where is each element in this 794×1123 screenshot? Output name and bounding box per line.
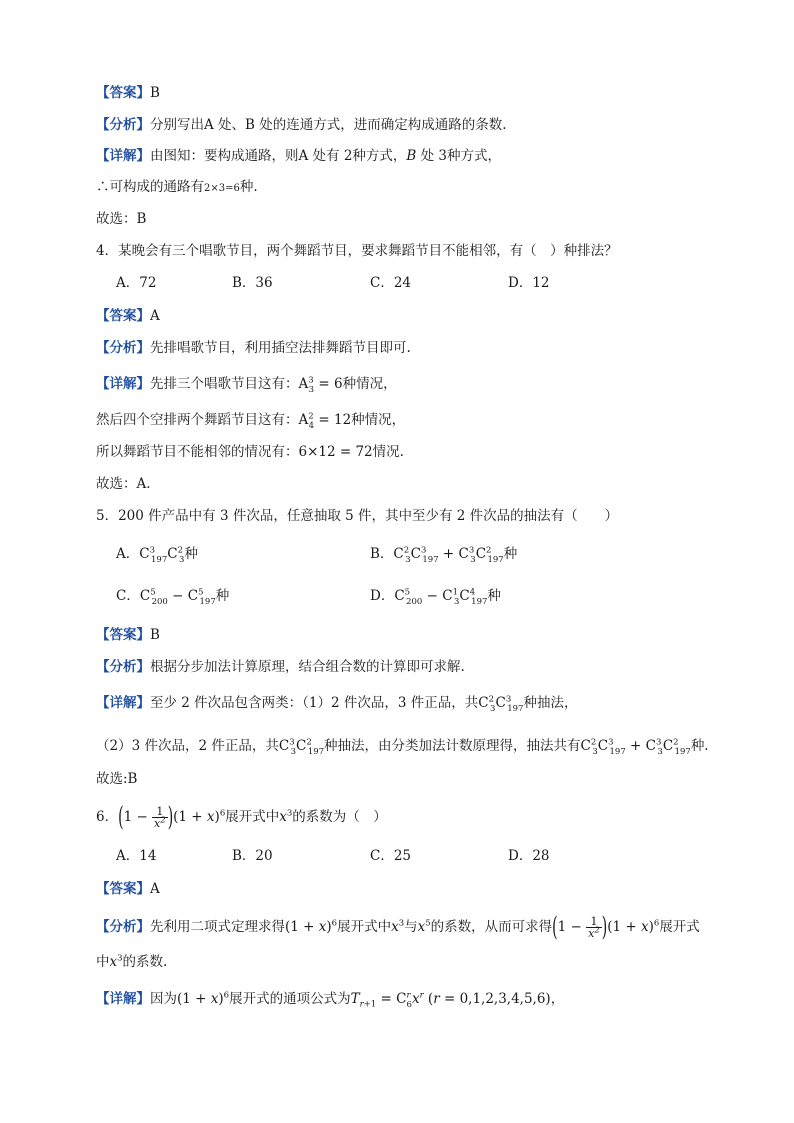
q4-detail1-end: 种情况， bbox=[342, 376, 397, 392]
q4-detail-line3 bbox=[96, 443, 404, 461]
q6-option-a: A．14 bbox=[116, 848, 157, 864]
q4-detail3-text: 所以舞蹈节目不能相邻的情况有： bbox=[96, 444, 299, 460]
q4-answer: A bbox=[150, 308, 160, 324]
q4-answer-line bbox=[96, 307, 160, 325]
q5-option-d: D．$C^5_{200} - C^1_3C^4_{197}$种 bbox=[370, 587, 501, 607]
q6-answer: A bbox=[150, 881, 160, 897]
q4-stem: 4．某晚会有三个唱歌节目，两个舞蹈节目，要求舞蹈节目不能相邻，有（ ）种排法？ bbox=[96, 243, 618, 259]
q4-detail2-text: 然后四个空排两个舞蹈节目这有： bbox=[96, 412, 299, 428]
q5-detail-line1: 【详解】至少 2 件次品包含两类：（1）2 件次品，3 件正品，共$C^2_3C^3_{197}$种抽法， bbox=[96, 694, 578, 714]
q3-analysis-line bbox=[96, 116, 507, 134]
detail-tag: 【详解】 bbox=[96, 376, 150, 392]
q5-stem: 5．200 件产品中有 3 件次品，任意抽取 5 件，其中至少有 2 件次品的抽法有（ ） bbox=[96, 508, 619, 524]
q5-analysis-line bbox=[96, 658, 465, 676]
q4-detail-line1 bbox=[96, 375, 397, 393]
answer-tag: 【答案】 bbox=[96, 85, 150, 101]
q4-option-d: D．12 bbox=[508, 275, 550, 291]
q4-detail2-end: 种情况， bbox=[351, 412, 406, 428]
analysis-tag: 【分析】 bbox=[96, 659, 150, 675]
q3-detail-line2 bbox=[96, 178, 258, 198]
detail-tag: 【详解】 bbox=[96, 695, 150, 711]
q4-option-a: A．72 bbox=[116, 275, 157, 291]
answer-tag: 【答案】 bbox=[96, 627, 150, 643]
detail-tag: 【详解】 bbox=[96, 991, 150, 1007]
q3-detail-var: B bbox=[406, 148, 417, 164]
q5-choose: 故选:B bbox=[96, 771, 138, 787]
q5-analysis: 根据分步加法计算原理，结合组合数的计算即可求解. bbox=[150, 659, 465, 675]
q3-detail-text: 由图知：要构成通路，则A 处有 2种方式， bbox=[150, 148, 407, 164]
q4-option-b: B．36 bbox=[232, 275, 273, 291]
analysis-tag: 【分析】 bbox=[96, 919, 150, 935]
q5-option-b: B．$C^2_3C^3_{197} + C^3_3C^2_{197}$种 bbox=[370, 545, 518, 565]
q6-analysis-line2: 中$x^3$的系数. bbox=[96, 953, 168, 970]
q3-answer: B bbox=[150, 85, 160, 101]
q3-line2-math: 2×3=6 bbox=[204, 183, 240, 194]
q4-detail1-math: $A^3_3 = 6$ bbox=[298, 375, 343, 395]
q4-detail2-math: $A^2_4 = 12$ bbox=[298, 411, 352, 431]
q5-option-a: A．$C^3_{197}C^2_3$种 bbox=[116, 545, 198, 565]
detail-tag: 【详解】 bbox=[96, 148, 150, 164]
q6-detail-line: 【详解】因为$(1 + x)^6$展开式的通项公式为$T_{r+1} = C^r_6x^r$ (r = 0,1,2,3,4,5,6)， bbox=[96, 990, 565, 1010]
q5-detail-line2: （2）3 件次品，2 件正品，共$C^3_3C^2_{197}$种抽法，由分类加法计数原理得，抽法共有$C^2_3C^3_{197} + C^3_3C^2_{197}$种. bbox=[96, 737, 709, 757]
answer-tag: 【答案】 bbox=[96, 308, 150, 324]
analysis-tag: 【分析】 bbox=[96, 117, 150, 133]
q4-choose: 故选：A. bbox=[96, 476, 151, 492]
q4-detail3-end: 情况. bbox=[372, 444, 404, 460]
q5-option-c: C．$C^5_{200} - C^5_{197}$种 bbox=[116, 587, 230, 607]
answer-tag: 【答案】 bbox=[96, 881, 150, 897]
q4-detail1-text: 先排三个唱歌节目这有： bbox=[150, 376, 299, 392]
q4-detail3-math: 6×12 = 72 bbox=[298, 444, 373, 460]
q6-option-c: C．25 bbox=[370, 848, 412, 864]
q3-line2-text: ∴可构成的通路有 bbox=[96, 179, 204, 195]
q3-analysis: 分别写出A 处、B 处的连通方式，进而确定构成通路的条数. bbox=[150, 117, 507, 133]
q5-answer: B bbox=[150, 627, 160, 643]
q3-line2-end: 种. bbox=[239, 179, 258, 195]
q3-detail-text2: 处 3种方式， bbox=[416, 148, 502, 164]
q4-detail-line2 bbox=[96, 411, 405, 429]
q5-answer-line bbox=[96, 626, 160, 644]
q6-stem: 6．(1 − $\frac{1}{x^2}$ )$(1 + x)^6$展开式中$x^3$的系数为（ ） bbox=[96, 802, 387, 833]
q6-option-d: D．28 bbox=[508, 848, 550, 864]
q6-answer-line bbox=[96, 880, 160, 898]
analysis-tag: 【分析】 bbox=[96, 340, 150, 356]
q3-choose: 故选：B bbox=[96, 211, 147, 227]
q4-analysis-line bbox=[96, 339, 411, 357]
q4-analysis: 先排唱歌节目，利用插空法排舞蹈节目即可. bbox=[150, 340, 411, 356]
q3-detail-line bbox=[96, 147, 501, 165]
q6-option-b: B．20 bbox=[232, 848, 273, 864]
q3-answer-line bbox=[96, 84, 160, 102]
q4-option-c: C．24 bbox=[370, 275, 412, 291]
q6-analysis-line: 【分析】先利用二项式定理求得$(1 + x)^6$展开式中$x^3$与$x^5$的系数，从而可求得(1 − $\frac{1}{x^2}$ )$(1 + x)^6$展开式 bbox=[96, 912, 700, 943]
